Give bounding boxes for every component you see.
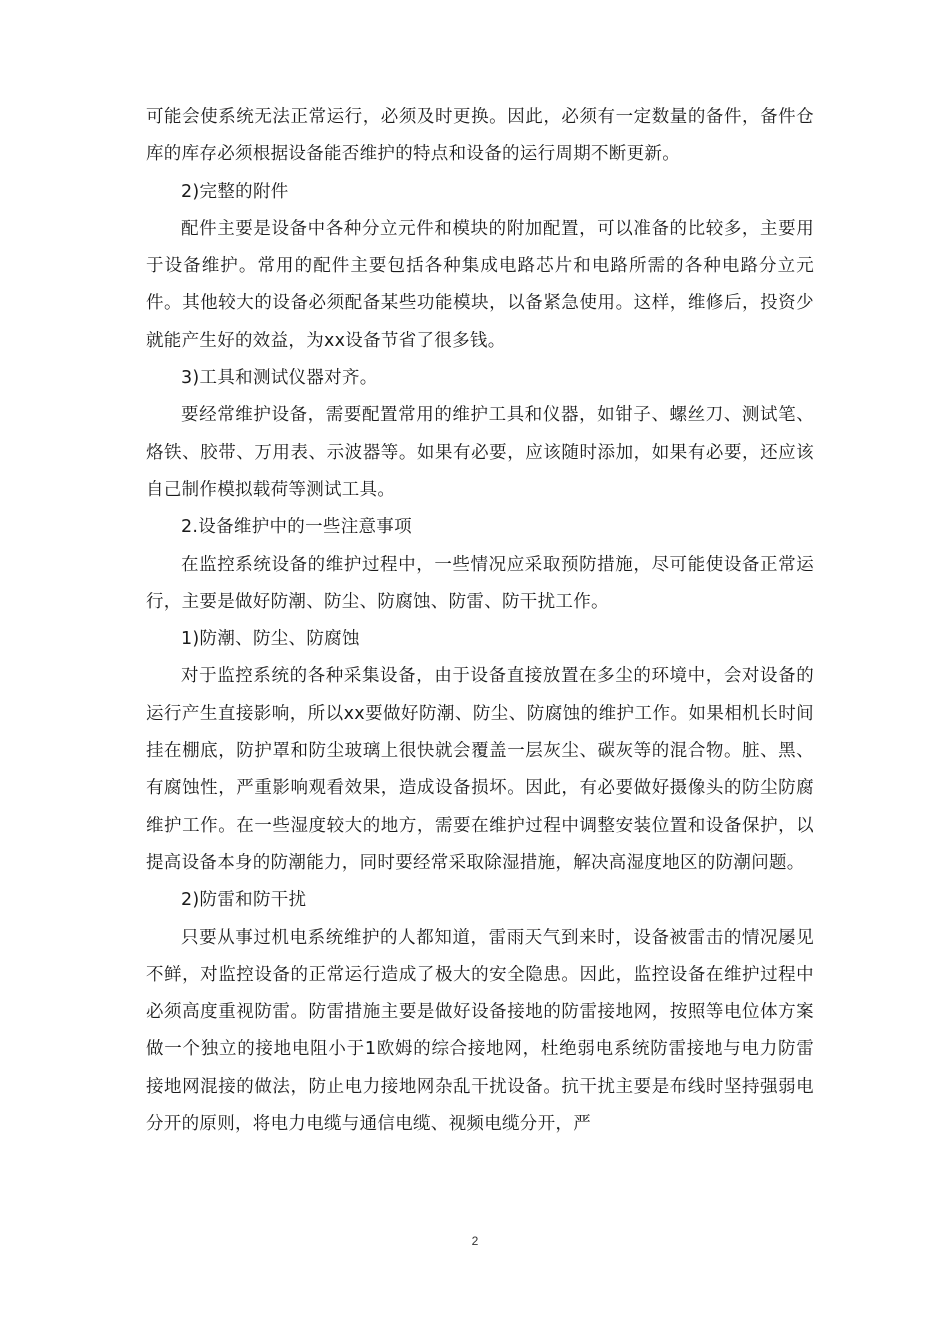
page-number: 2 [471, 1234, 479, 1248]
paragraph-tools: 要经常维护设备，需要配置常用的维护工具和仪器，如钳子、螺丝刀、测试笔、烙铁、胶带、万用表、示波器等。如果有必要，应该随时添加，如果有必要，还应该自己制作模拟载荷等测试工具。 [146, 405, 814, 500]
heading-complete-accessories: 2)完整的附件 [181, 181, 289, 202]
paragraph-maintenance-notes: 在监控系统设备的维护过程中，一些情况应采取预防措施，尽可能使设备正常运行，主要是做好防潮、防尘、防腐蚀、防雷、防干扰工作。 [146, 554, 814, 612]
paragraph-lightning-interference: 只要从事过机电系统维护的人都知道，雷雨天气到来时，设备被雷击的情况屡见不鲜，对监控设备的正常运行造成了极大的安全隐患。因此，监控设备在维护过程中必须高度重视防雷。防雷措施主要是做好设备接地的防雷接地网，按照等电位体方案做一个独立的接地电阻小于1欧姆的综合接地网，杜绝弱电系统防雷接地与电力防雷接地网混接的做法，防止电力接地网杂乱干扰设备。抗干扰主要是布线时坚持强弱电分开的原则，将电力电缆与通信电缆、视频电缆分开，严 [146, 927, 814, 1135]
heading-maintenance-notes: 2.设备维护中的一些注意事项 [181, 517, 412, 538]
paragraph-moisture-dust-corrosion: 对于监控系统的各种采集设备，由于设备直接放置在多尘的环境中，会对设备的运行产生直接影响，所以xx要做好防潮、防尘、防腐蚀的维护工作。如果相机长时间挂在棚底，防护罩和防尘玻璃上很快就会覆盖一层灰尘、碳灰等的混合物。脏、黑、有腐蚀性，严重影响观看效果，造成设备损坏。因此，有必要做好摄像头的防尘防腐维护工作。在一些湿度较大的地方，需要在维护过程中调整安装位置和设备保护，以提高设备本身的防潮能力，同时要经常采取除湿措施，解决高湿度地区的防潮问题。 [146, 666, 814, 873]
heading-moisture-dust-corrosion: 1)防潮、防尘、防腐蚀 [181, 629, 360, 650]
paragraph-accessories: 配件主要是设备中各种分立元件和模块的附加配置，可以准备的比较多，主要用于设备维护。常用的配件主要包括各种集成电路芯片和电路所需的各种电路分立元件。其他较大的设备必须配备某些功能模块，以备紧急使用。这样，维修后，投资少就能产生好的效益，为xx设备节省了很多钱。 [146, 218, 814, 351]
paragraph-continuation: 可能会使系统无法正常运行，必须及时更换。因此，必须有一定数量的备件，备件仓库的库存必须根据设备能否维护的特点和设备的运行周期不断更新。 [146, 107, 814, 165]
heading-tools-instruments: 3)工具和测试仪器对齐。 [181, 368, 378, 389]
heading-lightning-interference: 2)防雷和防干扰 [181, 890, 307, 911]
document-body [146, 99, 814, 1143]
